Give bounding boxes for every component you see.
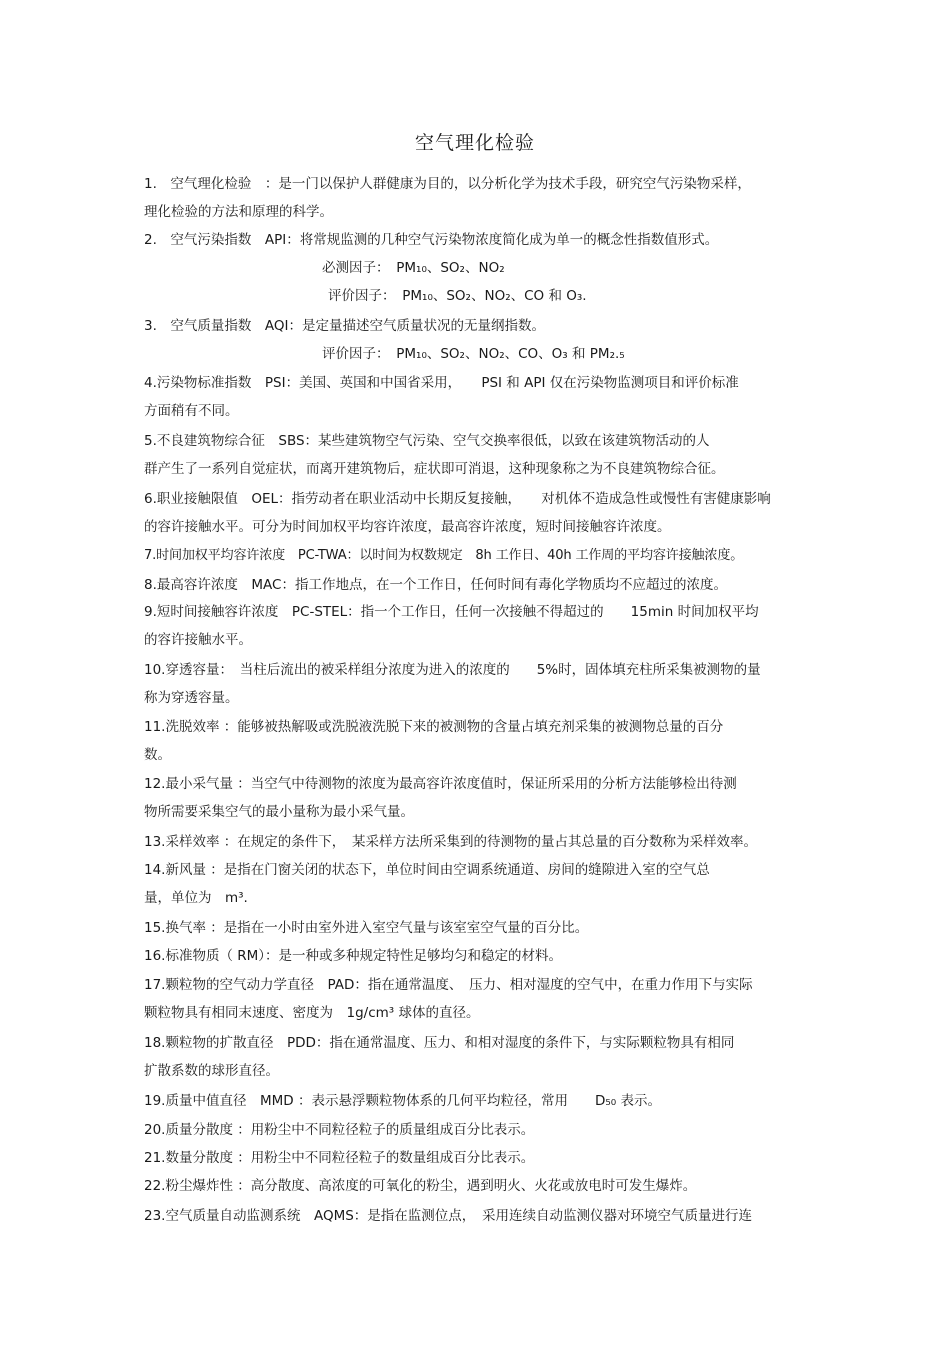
definition-item-20 [144,1116,854,1144]
item-line: 17.颗粒物的空气动力学直径 PAD：指在通常温度、 压力、相对湿度的空气中，在重力作用下与实际 [144,977,753,993]
item-line: 物所需要采集空气的最小量称为最小采气量。 [144,804,414,820]
definition-item-8 [144,571,854,599]
item-line: 23.空气质量自动监测系统 AQMS：是指在监测位点， 采用连续自动监测仪器对环境空气质量进行连 [144,1208,753,1224]
definition-item-1 [144,170,854,226]
item-line: 21.数量分散度 ：用粉尘中不同粒径粒子的数量组成百分比表示。 [144,1150,535,1166]
item-line: 22.粉尘爆炸性 ：高分散度、高浓度的可氧化的粉尘，遇到明火、火花或放电时可发生爆炸。 [144,1178,697,1194]
definition-item-13 [144,828,854,856]
item-line: 称为穿透容量。 [144,690,239,706]
item-line: 量，单位为 m³. [144,890,248,906]
definition-item-3 [144,312,854,340]
item-line: 20.质量分散度 ：用粉尘中不同粒径粒子的质量组成百分比表示。 [144,1122,535,1138]
item-line: 群产生了一系列自觉症状，而离开建筑物后，症状即可消退，这种现象称之为不良建筑物综合征。 [144,461,725,477]
item-line: 2. 空气污染指数 API：将常规监测的几种空气污染物浓度简化成为单一的概念性指数值形式。 [144,232,719,248]
definition-item-18 [144,1029,854,1085]
item-line: 9.短时间接触容许浓度 PC-STEL：指一个工作日，任何一次接触不得超过的 15min 时间加权平均 [144,604,759,620]
definition-item-6 [144,485,854,541]
item-line: 8.最高容许浓度 MAC：指工作地点，在一个工作日，任何时间有毒化学物质均不应超过的浓度。 [144,577,727,593]
item-line: 13.采样效率 ：在规定的条件下， 某采样方法所采集到的待测物的量占其总量的百分数称为采样效率。 [144,834,758,850]
item-line: 的容许接触水平。 [144,632,252,648]
item-line: 16.标准物质（ RM）：是一种或多种规定特性足够均匀和稳定的材料。 [144,948,563,964]
definition-item-19 [144,1087,854,1115]
item-line: 18.颗粒物的扩散直径 PDD：指在通常温度、压力、和相对湿度的条件下，与实际颗粒物具有相同 [144,1035,735,1051]
definition-item-14 [144,856,854,912]
definition-item-22 [144,1172,854,1200]
definition-item-17 [144,971,854,1027]
item-line: 1. 空气理化检验 ：是一门以保护人群健康为目的，以分析化学为技术手段，研究空气污染物采样， [144,176,751,192]
item-line: 19.质量中值直径 MMD ：表示悬浮颗粒物体系的几何平均粒径，常用 D₅₀ 表示。 [144,1093,661,1109]
item-line: 10.穿透容量： 当柱后流出的被采样组分浓度为进入的浓度的 5%时，固体填充柱所采集被测物的量 [144,662,761,678]
item-line: 4.污染物标准指数 PSI：美国、英国和中国省采用， PSI 和 API 仅在污染物监测项目和评价标准 [144,375,739,391]
definition-item-21 [144,1144,854,1172]
page-title: 空气理化检验 [414,132,535,154]
item-line: 12.最小采气量 ：当空气中待测物的浓度为最高容许浓度值时，保证所采用的分析方法能够检出待测 [144,776,737,792]
item-line: 扩散系数的球形直径。 [144,1063,279,1079]
definition-item-2 [144,226,854,254]
item-line: 7.时间加权平均容许浓度 PC-TWA：以时间为权数规定 8h 工作日、40h 工作周的平均容许接触浓度。 [144,548,744,563]
item-line: 颗粒物具有相同末速度、密度为 1g/cm³ 球体的直径。 [144,1005,480,1021]
definition-item-9 [144,598,854,654]
definition-item-10 [144,656,854,712]
aqi-eval-factors: 评价因子： PM₁₀、SO₂、NO₂、CO、O₃ 和 PM₂.₅ [322,346,625,362]
definition-item-11 [144,713,854,769]
item-line: 15.换气率 ：是指在一小时由室外进入室空气量与该室室空气量的百分比。 [144,920,589,936]
definition-item-15 [144,914,854,942]
definition-item-16 [144,942,854,970]
item-line: 6.职业接触限值 OEL：指劳动者在职业活动中长期反复接触， 对机体不造成急性或慢性有害健康影响 [144,491,771,507]
item-line: 理化检验的方法和原理的科学。 [144,204,333,220]
item-line: 的容许接触水平。可分为时间加权平均容许浓度，最高容许浓度，短时间接触容许浓度。 [144,519,671,535]
api-required-factors: 必测因子： PM₁₀、SO₂、NO₂ [322,260,505,276]
item-line: 方面稍有不同。 [144,403,239,419]
api-eval-factors: 评价因子： PM₁₀、SO₂、NO₂、CO 和 O₃. [328,288,587,304]
definition-item-5 [144,427,854,483]
definition-item-12 [144,770,854,826]
item-line: 11.洗脱效率 ：能够被热解吸或洗脱液洗脱下来的被测物的含量占填充剂采集的被测物总量的百分 [144,719,724,735]
item-line: 14.新风量 ：是指在门窗关闭的状态下，单位时间由空调系统通道、房间的缝隙进入室的空气总 [144,862,710,878]
definition-item-4 [144,369,854,425]
item-line: 数。 [144,747,171,763]
definition-item-23 [144,1202,854,1230]
item-line: 5.不良建筑物综合征 SBS：某些建筑物空气污染、空气交换率很低，以致在该建筑物活动的人 [144,433,710,449]
item-line: 3. 空气质量指数 AQI：是定量描述空气质量状况的无量纲指数。 [144,318,545,334]
definition-item-7 [144,542,854,570]
